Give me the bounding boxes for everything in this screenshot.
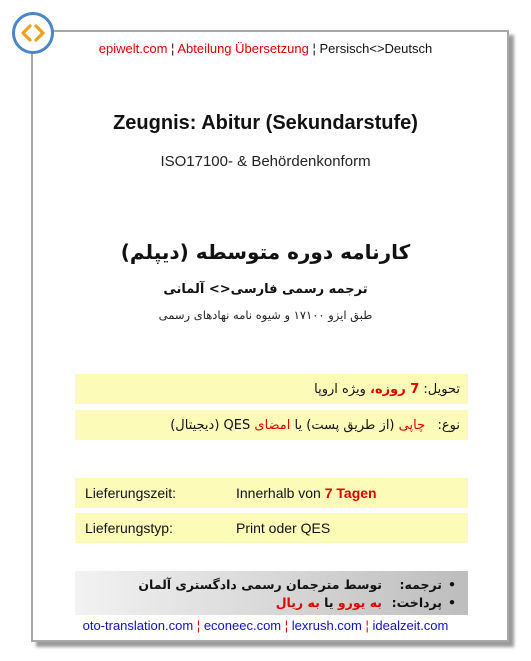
language-pair: Persisch<>Deutsch xyxy=(319,41,433,56)
payment-or: یا xyxy=(324,594,334,610)
header-separator: ¦ xyxy=(171,41,175,56)
footer-link-oto[interactable]: oto-translation.com xyxy=(82,618,194,633)
persian-standard-note: طبق ایزو ۱۷۱۰۰ و شیوه نامه نهادهای رسمی xyxy=(158,308,373,322)
lieferungszeit-prefix: Innerhalb von xyxy=(236,485,321,501)
footer-link-idealzeit[interactable]: idealzeit.com xyxy=(372,618,449,633)
department-link[interactable]: Abteilung Übersetzung xyxy=(177,41,309,56)
lieferungszeit-row xyxy=(75,478,468,508)
lieferungstyp-row xyxy=(75,513,468,543)
lieferungszeit-value xyxy=(236,485,377,501)
footer-link-lexrush[interactable]: lexrush.com xyxy=(291,618,362,633)
footer-separator: ¦ xyxy=(284,618,289,633)
payment-label: پرداخت: xyxy=(391,594,442,610)
site-link[interactable]: epiwelt.com xyxy=(98,41,168,56)
bullet: • xyxy=(448,594,456,610)
type-fa-signature: امضای xyxy=(254,417,291,433)
footer-link-econeec[interactable]: econeec.com xyxy=(203,618,282,633)
info-box xyxy=(75,571,468,615)
translation-line xyxy=(83,575,456,593)
footer-separator: ¦ xyxy=(196,618,201,633)
footer-links xyxy=(0,618,531,633)
payment-line xyxy=(83,593,456,611)
delivery-fa-label: تحویل: xyxy=(423,381,460,397)
persian-subtitle: ترجمه رسمی فارسی<> آلمانی xyxy=(163,282,368,297)
delivery-fa-extra: ویژه اروپا xyxy=(314,381,366,397)
lieferungszeit-label: Lieferungszeit: xyxy=(85,485,177,501)
type-fa-post: (از طریق پست) یا xyxy=(294,417,395,433)
payment-rial: به ریال xyxy=(275,594,320,610)
header-line xyxy=(0,41,531,56)
header-separator: ¦ xyxy=(312,41,316,56)
lieferungszeit-days: 7 Tagen xyxy=(324,485,377,501)
type-persian-row xyxy=(75,410,468,440)
translation-label: ترجمه: xyxy=(399,576,442,592)
type-fa-qes: QES (دیجیتال) xyxy=(170,417,251,433)
payment-euro: به یورو xyxy=(337,594,382,610)
delivery-persian-row xyxy=(75,374,468,404)
translation-value: توسط مترجمان رسمی دادگستری آلمان xyxy=(138,576,382,592)
lieferungstyp-label: Lieferungstyp: xyxy=(85,520,173,536)
type-fa-print: چاپی xyxy=(398,417,426,433)
persian-title: کارنامه دوره متوسطه (دیپلم) xyxy=(120,240,411,264)
bullet: • xyxy=(448,576,456,592)
delivery-fa-value: 7 روزه، xyxy=(370,381,420,397)
page-title: Zeugnis: Abitur (Sekundarstufe) xyxy=(113,112,418,134)
lieferungstyp-value: Print oder QES xyxy=(236,520,331,536)
page-subtitle: ISO17100- & Behördenkonform xyxy=(160,153,371,170)
footer-separator: ¦ xyxy=(365,618,369,633)
type-fa-label: نوع: xyxy=(437,417,460,433)
